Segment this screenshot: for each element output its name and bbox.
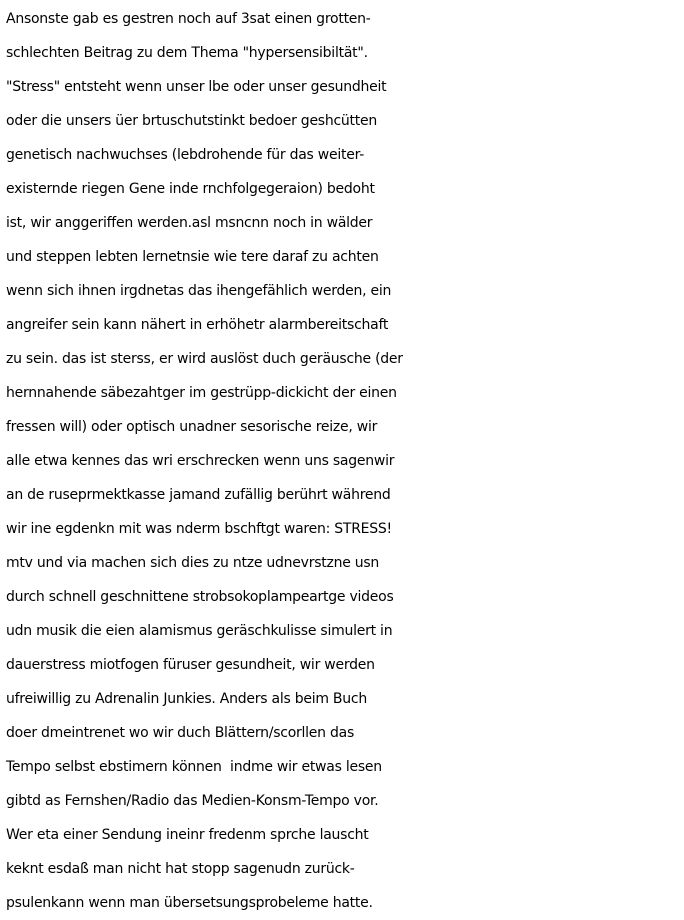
text-line: existernde riegen Gene inde rnchfolgegeraion) bedoht (6, 181, 375, 197)
text-line: wenn sich ihnen irgdnetas das ihengefählich werden, ein (6, 283, 392, 299)
text-line: keknt esdaß man nicht hat stopp sagenudn zurück- (6, 861, 355, 877)
text-line: mtv und via machen sich dies zu ntze udnevrstzne usn (6, 555, 380, 571)
text-line: Wer eta einer Sendung ineinr fredenm sprche lauscht (6, 827, 369, 843)
text-line: an de ruseprmektkasse jamand zufällig berührt während (6, 487, 391, 503)
text-line: "Stress" entsteht wenn unser lbe oder unser gesundheit (6, 79, 387, 95)
text-line: doer dmeintrenet wo wir duch Blättern/scorllen das (6, 725, 354, 741)
text-line: hernnahende säbezahtger im gestrüpp-dickicht der einen (6, 385, 397, 401)
text-line: fressen will) oder optisch unadner sesorische reize, wir (6, 419, 378, 435)
text-line: wir ine egdenkn mit was nderm bschftgt waren: STRESS! (6, 521, 392, 537)
text-line: Tempo selbst ebstimern können indme wir etwas lesen (6, 759, 382, 775)
text-line: oder die unsers üer brtuschutstinkt bedoer geshcütten (6, 113, 378, 129)
text-line: zu sein. das ist sterss, er wird auslöst duch geräusche (der (6, 351, 403, 367)
text-line: gibtd as Fernshen/Radio das Medien-Konsm-Tempo vor. (6, 793, 379, 809)
text-line: alle etwa kennes das wri erschrecken wenn uns sagenwir (6, 453, 395, 469)
text-line: genetisch nachwuchses (lebdrohende für das weiter- (6, 147, 364, 163)
document-body (6, 2, 682, 920)
text-line: schlechten Beitrag zu dem Thema "hypersensibiltät". (6, 45, 368, 61)
text-line: psulenkann wenn man übersetsungsprobeleme hatte. (6, 895, 373, 911)
text-line: Ansonste gab es gestren noch auf 3sat einen grotten- (6, 11, 371, 27)
text-line: durch schnell geschnittene strobsokoplampeartge videos (6, 589, 394, 605)
text-line: ufreiwillig zu Adrenalin Junkies. Anders als beim Buch (6, 691, 367, 707)
text-line: udn musik die eien alamismus geräschkulisse simulert in (6, 623, 393, 639)
text-line: und steppen lebten lernetnsie wie tere daraf zu achten (6, 249, 379, 265)
text-line: ist, wir anggeriffen werden.asl msncnn noch in wälder (6, 215, 373, 231)
text-line: dauerstress miotfogen füruser gesundheit, wir werden (6, 657, 375, 673)
text-line: angreifer sein kann nähert in erhöhetr alarmbereitschaft (6, 317, 389, 333)
